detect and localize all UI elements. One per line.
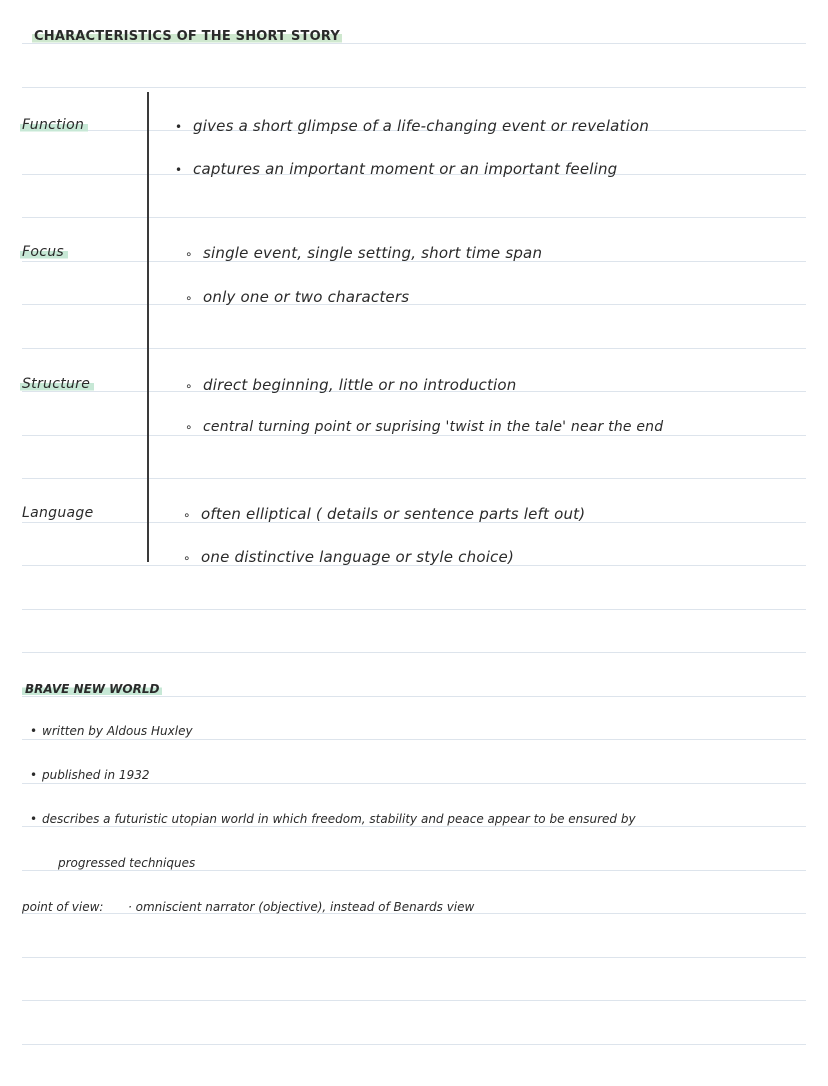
bullet-item [175, 160, 617, 178]
bullet-dot-icon: • [30, 812, 38, 826]
label-structure: Structure [20, 376, 94, 392]
ruled-line [22, 304, 806, 305]
bullet-dot-icon: • [30, 724, 38, 738]
ruled-line [22, 1000, 806, 1001]
bullet-item [185, 419, 663, 435]
bullet-item [185, 244, 542, 262]
ruled-line [22, 957, 806, 958]
bullet-dot-icon: • [30, 768, 38, 782]
bullet-dot-icon: ∘ [185, 379, 193, 393]
bullet-text: only one or two characters [203, 288, 410, 306]
bullet-dot-icon: • [175, 163, 183, 177]
ruled-line [22, 783, 806, 784]
ruled-line [22, 478, 806, 479]
column-divider [147, 92, 149, 562]
ruled-line [22, 87, 806, 88]
bullet-dot-icon: ∘ [185, 247, 193, 261]
bullet-text: direct beginning, little or no introduction [203, 376, 517, 394]
bullet-item [185, 376, 517, 394]
label-language: Language [22, 505, 94, 521]
note-text: published in 1932 [42, 768, 150, 782]
bullet-text: single event, single setting, short time span [203, 244, 543, 262]
page-title: CHARACTERISTICS OF THE SHORT STORY [34, 29, 340, 44]
bullet-text: central turning point or suprising 'twist in the tale' near the end [203, 419, 664, 435]
ruled-line [22, 652, 806, 653]
ruled-line [22, 348, 806, 349]
bullet-text: one distinctive language or style choice) [201, 548, 514, 566]
note-item [30, 724, 193, 738]
ruled-line [22, 826, 806, 827]
note-item [30, 768, 149, 782]
note-text: describes a futuristic utopian world in which freedom, stability and peace appear to be ensured by [42, 812, 636, 826]
bullet-text: often elliptical ( details or sentence parts left out) [201, 505, 586, 523]
ruled-line [22, 217, 806, 218]
label-focus: Focus [20, 244, 68, 260]
ruled-line [22, 696, 806, 697]
ruled-line [22, 739, 806, 740]
ruled-line [22, 870, 806, 871]
label-function: Function [20, 117, 88, 133]
bullet-dot-icon: • [175, 120, 183, 134]
bullet-dot-icon: ∘ [183, 508, 191, 522]
bullet-item [175, 117, 649, 135]
bullet-dot-icon: ∘ [185, 291, 193, 305]
note-continuation: progressed techniques [58, 856, 196, 870]
ruled-line [22, 1044, 806, 1045]
section-title-brave-new-world: BRAVE NEW WORLD [22, 682, 162, 696]
bullet-dot-icon: ∘ [185, 420, 193, 434]
bullet-dot-icon: ∘ [183, 551, 191, 565]
note-item [30, 812, 636, 826]
bullet-text: gives a short glimpse of a life-changing event or revelation [193, 117, 650, 135]
pov-label: point of view: [22, 900, 104, 914]
ruled-line [22, 435, 806, 436]
ruled-line [22, 609, 806, 610]
pov-text: · omniscient narrator (objective), instead of Benards view [128, 900, 475, 914]
bullet-item [185, 288, 409, 306]
note-text: written by Aldous Huxley [42, 724, 193, 738]
bullet-text: captures an important moment or an important feeling [193, 160, 618, 178]
bullet-item [183, 505, 585, 523]
bullet-item [183, 548, 514, 566]
